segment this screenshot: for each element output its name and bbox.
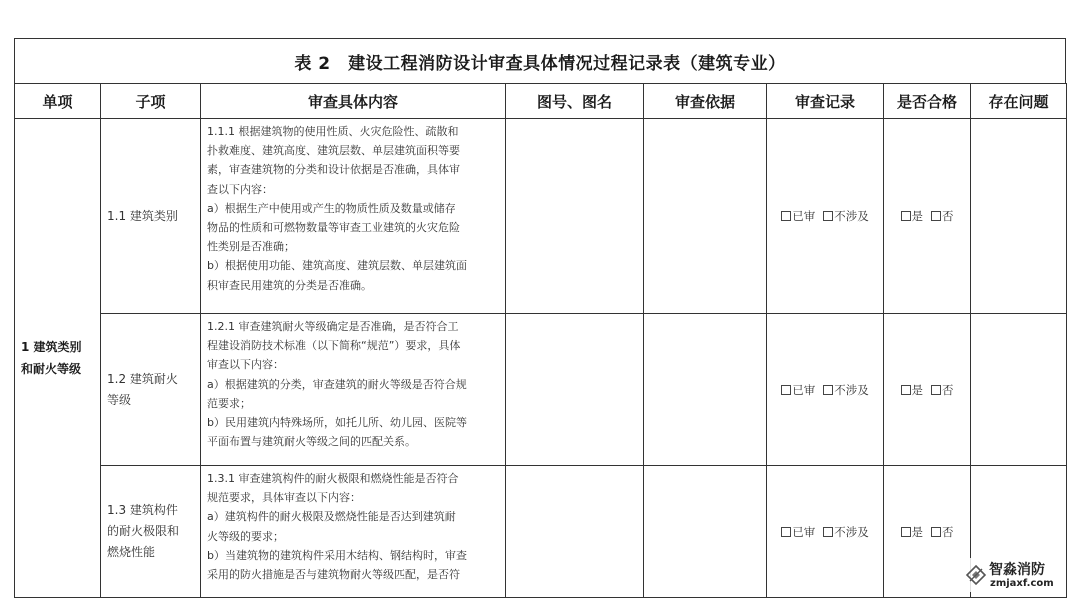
content-line: 规范要求，具体审查以下内容： [207, 491, 361, 505]
reviewed-label: 已审 [792, 382, 816, 397]
checkbox-icon [823, 211, 833, 221]
reviewed-label: 已审 [792, 524, 816, 539]
qualified-cell [884, 119, 971, 314]
qualified-cell [884, 466, 971, 598]
basis-cell[interactable] [644, 466, 767, 598]
header-sub-item: 子项 [101, 84, 201, 119]
record-cell [767, 314, 884, 466]
watermark-name: 智淼消防 [989, 562, 1045, 578]
header-item: 单项 [15, 84, 101, 119]
content-line: b）当建筑物的建筑构件采用木结构、钢结构时，审查 [207, 548, 467, 562]
record-cell [767, 466, 884, 598]
watermark-url: zmjaxf.com [990, 578, 1054, 589]
yes-checkbox[interactable] [901, 208, 924, 224]
table-row [15, 314, 1067, 466]
sub-item-label: 1.3 建筑构件 [107, 503, 178, 517]
watermark [963, 558, 1058, 592]
checkbox-icon [931, 211, 941, 221]
drawing-cell[interactable] [506, 466, 644, 598]
not-involved-label: 不涉及 [834, 524, 869, 539]
header-qualified: 是否合格 [884, 84, 971, 119]
content-line: 查以下内容： [207, 182, 273, 196]
content-line: 物品的性质和可燃物数量等审查工业建筑的火灾危险 [207, 221, 460, 235]
no-label: 否 [942, 382, 954, 397]
content-line: 审查以下内容： [207, 358, 284, 372]
header-content: 审查具体内容 [201, 84, 506, 119]
yes-label: 是 [911, 382, 923, 397]
sub-item-cell [101, 119, 201, 314]
table-title: 表 2 建设工程消防设计审查具体情况过程记录表（建筑专业） [14, 38, 1066, 84]
checkbox-icon [823, 527, 833, 537]
reviewed-checkbox[interactable] [781, 208, 815, 224]
not-involved-checkbox[interactable] [823, 524, 869, 540]
item-label-line1: 1 建筑类别 [21, 340, 82, 354]
checkbox-icon [901, 385, 911, 395]
not-involved-checkbox[interactable] [823, 208, 869, 224]
content-line: 素，审查建筑物的分类和设计依据是否准确，具体审 [207, 163, 460, 177]
content-line: b）民用建筑内特殊场所，如托儿所、幼儿园、医院等 [207, 416, 467, 430]
checkbox-icon [931, 385, 941, 395]
content-line: 程建设消防技术标准（以下简称“规范”）要求，具体 [207, 339, 461, 353]
content-line: 平面布置与建筑耐火等级之间的匹配关系。 [207, 435, 416, 449]
content-line: 扑救难度、建筑高度、建筑层数、单层建筑面积等要 [207, 144, 460, 158]
item-label-line2: 和耐火等级 [21, 362, 82, 376]
header-row [15, 84, 1067, 119]
content-line: a）根据生产中使用或产生的物质性质及数量或储存 [207, 201, 456, 215]
header-issues: 存在问题 [971, 84, 1067, 119]
no-checkbox[interactable] [931, 208, 954, 224]
reviewed-label: 已审 [792, 209, 816, 223]
issues-cell[interactable] [971, 314, 1067, 466]
basis-cell[interactable] [644, 119, 767, 314]
sub-item-label: 1.2 建筑耐火 [107, 371, 178, 386]
checkbox-icon [901, 211, 911, 221]
basis-cell[interactable] [644, 314, 767, 466]
checkbox-icon [781, 527, 791, 537]
header-basis: 审查依据 [644, 84, 767, 119]
reviewed-checkbox[interactable] [781, 524, 815, 540]
issues-cell[interactable] [971, 119, 1067, 314]
content-line: a）建筑构件的耐火极限及燃烧性能是否达到建筑耐 [207, 510, 456, 524]
record-table-document [14, 38, 1066, 598]
checkbox-icon [781, 385, 791, 395]
table-row [15, 466, 1067, 598]
not-involved-label: 不涉及 [834, 382, 869, 397]
yes-checkbox[interactable] [901, 382, 924, 398]
drawing-cell[interactable] [506, 119, 644, 314]
record-cell [767, 119, 884, 314]
checkbox-icon [781, 211, 791, 221]
checkbox-icon [901, 527, 911, 537]
yes-checkbox[interactable] [901, 524, 924, 540]
sub-item-label: 燃烧性能 [107, 545, 156, 559]
content-cell [201, 466, 506, 598]
content-line: 火等级的要求； [207, 529, 284, 543]
content-cell [201, 119, 506, 314]
content-line: 1.1.1 根据建筑物的使用性质、火灾危险性、疏散和 [207, 125, 459, 138]
sub-item-label: 的耐火极限和 [107, 524, 180, 538]
sub-item-label: 1.1 建筑类别 [107, 208, 178, 223]
qualified-cell [884, 314, 971, 466]
sub-item-label: 等级 [107, 392, 132, 407]
no-checkbox[interactable] [931, 524, 954, 540]
sub-item-cell [101, 466, 201, 598]
content-line: 采用的防火措施是否与建筑物耐火等级匹配，是否符 [207, 568, 460, 582]
table-row [15, 119, 1067, 314]
content-line: 积审查民用建筑的分类是否准确。 [207, 278, 372, 292]
content-line: 性类别是否准确； [207, 240, 295, 254]
no-label: 否 [942, 524, 954, 539]
brand-logo-icon [965, 564, 987, 586]
record-table [14, 83, 1067, 598]
content-cell [201, 314, 506, 466]
no-checkbox[interactable] [931, 382, 954, 398]
sub-item-cell [101, 314, 201, 466]
content-line: b）根据使用功能、建筑高度、建筑层数、单层建筑面 [207, 259, 467, 273]
header-record: 审查记录 [767, 84, 884, 119]
checkbox-icon [931, 527, 941, 537]
drawing-cell[interactable] [506, 314, 644, 466]
content-line: 范要求； [207, 396, 251, 410]
yes-label: 是 [911, 524, 923, 539]
content-line: 1.2.1 审查建筑耐火等级确定是否准确，是否符合工 [207, 320, 459, 333]
item-cell [15, 119, 101, 598]
content-line: a）根据建筑的分类，审查建筑的耐火等级是否符合规 [207, 377, 467, 391]
content-line: 1.3.1 审查建筑构件的耐火极限和燃烧性能是否符合 [207, 472, 459, 485]
not-involved-label: 不涉及 [834, 209, 869, 223]
header-drawing: 图号、图名 [506, 84, 644, 119]
no-label: 否 [942, 209, 954, 223]
not-involved-checkbox[interactable] [823, 382, 869, 398]
checkbox-icon [823, 385, 833, 395]
reviewed-checkbox[interactable] [781, 382, 815, 398]
yes-label: 是 [911, 209, 923, 223]
